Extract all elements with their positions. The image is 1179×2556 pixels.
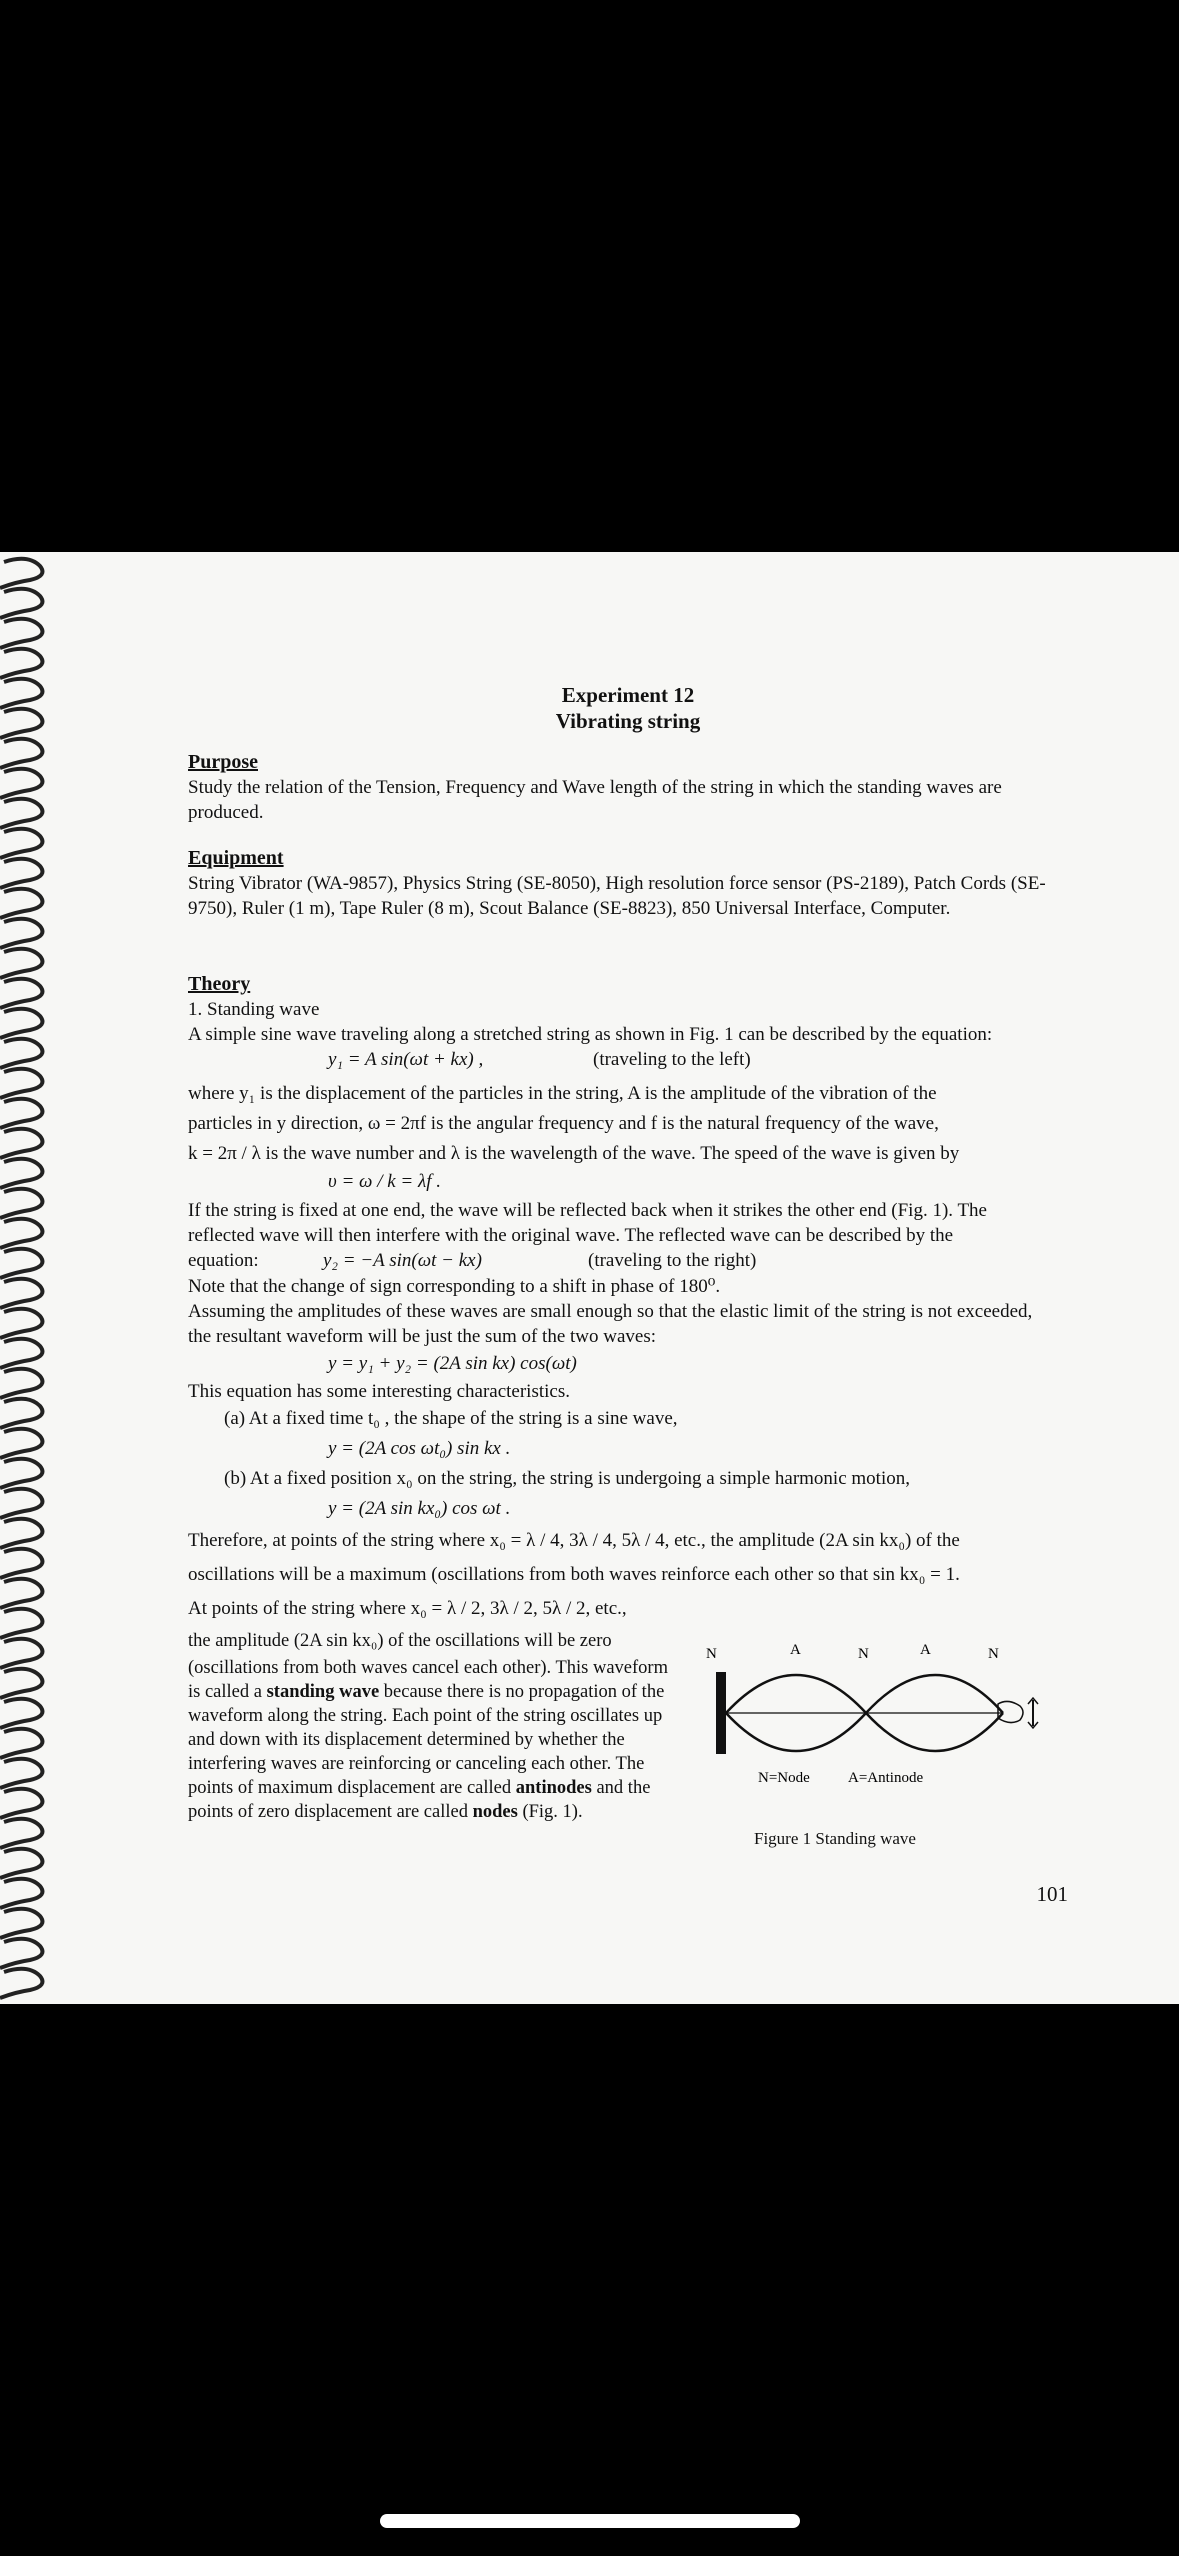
theory-paragraph-8e: and the points of zero displacement are called <box>188 1778 651 1822</box>
spiral-coil <box>0 1909 42 1938</box>
experiment-title <box>188 682 1068 734</box>
theory-paragraph-8c: (oscillations from both waves cancel each other). This waveform is called a <box>188 1658 668 1702</box>
equation-5: y = (2A cos ωt₀) sin kx . <box>328 1438 511 1459</box>
purpose-section <box>188 750 1058 825</box>
spiral-coil <box>0 1759 42 1788</box>
theory-paragraph-1: A simple sine wave traveling along a stretched string as shown in Fig. 1 can be described by the equation: <box>188 1024 993 1045</box>
spiral-coil <box>0 1819 42 1848</box>
figure-1 <box>698 1642 1058 1862</box>
home-indicator[interactable] <box>380 2514 800 2528</box>
standing-wave-paragraph <box>188 1626 668 1824</box>
spiral-coil <box>0 1369 42 1398</box>
spiral-coil <box>0 799 42 828</box>
spiral-coil <box>0 889 42 918</box>
antinodes-term: antinodes <box>515 1778 592 1798</box>
label-n-1: N <box>706 1646 717 1662</box>
spiral-coil <box>0 979 42 1008</box>
legend-node: N=Node <box>758 1770 810 1786</box>
item-a: (a) At a fixed time t₀ , the shape of the string is a sine wave, <box>224 1408 678 1429</box>
spiral-coil <box>0 1789 42 1818</box>
label-n-2: N <box>858 1646 869 1662</box>
figure-caption: Figure 1 Standing wave <box>754 1829 916 1848</box>
equation-3-row <box>188 1248 1058 1274</box>
nodes-term: nodes <box>472 1802 518 1822</box>
equation-3-note: (traveling to the right) <box>588 1250 757 1271</box>
theory-paragraph-7b: oscillations will be a maximum (oscillations from both waves reinforce each other so that sin kx₀ = 1. <box>188 1564 960 1585</box>
theory-paragraph-6: This equation has some interesting characteristics. <box>188 1381 570 1402</box>
theory-subheading: 1. Standing wave <box>188 999 320 1020</box>
spiral-coil <box>0 1189 42 1218</box>
spiral-coil <box>0 1009 42 1038</box>
spiral-coil <box>0 589 42 618</box>
spiral-coil <box>0 1549 42 1578</box>
legend-antinode: A=Antinode <box>848 1770 924 1786</box>
spiral-coil <box>0 1489 42 1518</box>
equation-6: y = (2A sin kx₀) cos ωt . <box>328 1498 511 1519</box>
equipment-section <box>188 846 1058 921</box>
equation-1: y₁ = A sin(ωt + kx) , <box>328 1049 484 1070</box>
spiral-coil <box>0 1699 42 1728</box>
title-line-1: Experiment 12 <box>561 683 695 707</box>
spiral-binding <box>0 552 70 2004</box>
fixed-wall <box>716 1672 726 1754</box>
equation-4: y = y₁ + y₂ = (2A sin kx) cos(ωt) <box>328 1353 577 1374</box>
spiral-coil <box>0 649 42 678</box>
spiral-coil <box>0 1069 42 1098</box>
standing-wave-term: standing wave <box>266 1682 380 1702</box>
spiral-coil <box>0 619 42 648</box>
theory-paragraph-5: Assuming the amplitudes of these waves are small enough so that the elastic limit of the string is not exceeded, the resultant waveform will be just the sum of the two waves: <box>188 1301 1033 1347</box>
spiral-coil <box>0 1429 42 1458</box>
spiral-coil <box>0 859 42 888</box>
title-line-2: Vibrating string <box>555 709 701 733</box>
equation-1-row <box>188 1047 1058 1075</box>
spiral-coil <box>0 1099 42 1128</box>
spiral-coil <box>0 1159 42 1188</box>
equipment-heading: Equipment <box>188 847 284 869</box>
equation-1-note: (traveling to the left) <box>593 1049 751 1070</box>
spiral-coil <box>0 1639 42 1668</box>
spiral-coil <box>0 919 42 948</box>
theory-paragraph-7a: Therefore, at points of the string where x₀ = λ / 4, 3λ / 4, 5λ / 4, etc., the amplitude (2A sin kx₀) of the <box>188 1530 960 1551</box>
spiral-coil <box>0 679 42 708</box>
theory-paragraph-8d: because there is no propagation of the waveform along the string. Each point of the string oscillates up and down with its displacement determined by whether the interfering waves are reinforcing or canceling each other. The points of maximum displacement are called <box>188 1682 665 1798</box>
spiral-coil <box>0 1519 42 1548</box>
spiral-coil <box>0 1279 42 1308</box>
spiral-coil <box>0 1849 42 1878</box>
spiral-coil <box>0 949 42 978</box>
equipment-text: String Vibrator (WA-9857), Physics String (SE-8050), High resolution force sensor (PS-2189), Patch Cords (SE-9750), Ruler (1 m), Tape Ruler (8 m), Scout Balance (SE-8823), 850 Universal Interface, Computer. <box>188 873 1046 919</box>
theory-heading: Theory <box>188 973 251 995</box>
vibrator-hand <box>998 1698 1038 1728</box>
theory-paragraph-8f: (Fig. 1). <box>522 1802 583 1822</box>
spiral-coil <box>0 1939 42 1968</box>
label-a-1: A <box>790 1642 801 1658</box>
theory-paragraph-2a: where y₁ is the displacement of the particles in the string, A is the amplitude of the vibration of the <box>188 1083 937 1104</box>
theory-paragraph-8a: At points of the string where x₀ = λ / 2, 3λ / 2, 5λ / 2, etc., <box>188 1598 627 1619</box>
standing-wave-diagram <box>698 1642 1058 1792</box>
spiral-coil <box>0 829 42 858</box>
theory-paragraph-2b: particles in y direction, ω = 2πf is the angular frequency and f is the natural frequency of the wave, <box>188 1113 939 1134</box>
spiral-coil <box>0 1609 42 1638</box>
equation-3: y₂ = −A sin(ωt − kx) <box>323 1250 482 1271</box>
spiral-coil <box>0 1669 42 1698</box>
spiral-coil <box>0 1579 42 1608</box>
spiral-coil <box>0 709 42 738</box>
document-page <box>0 552 1179 2004</box>
theory-paragraph-3: If the string is fixed at one end, the wave will be reflected back when it strikes the other end (Fig. 1). The reflected wave will then interfere with the original wave. The reflected wave can be described by the <box>188 1200 987 1246</box>
spiral-coil <box>0 769 42 798</box>
spiral-coil <box>0 1729 42 1758</box>
item-b: (b) At a fixed position x₀ on the string, the string is undergoing a simple harmonic motion, <box>224 1468 910 1489</box>
spiral-coil <box>0 559 42 588</box>
label-a-2: A <box>920 1642 931 1658</box>
page-number: 101 <box>1036 1882 1068 1906</box>
equation-3-label: equation: <box>188 1250 259 1271</box>
spiral-coil <box>0 739 42 768</box>
purpose-heading: Purpose <box>188 751 258 773</box>
spiral-coil <box>0 1309 42 1338</box>
theory-paragraph-2c: k = 2π / λ is the wave number and λ is the wavelength of the wave. The speed of the wave is given by <box>188 1143 960 1164</box>
purpose-text: Study the relation of the Tension, Frequency and Wave length of the string in which the standing waves are produced. <box>188 777 1002 823</box>
spiral-coil <box>0 1249 42 1278</box>
spiral-coil <box>0 1969 42 1998</box>
spiral-coil <box>0 1339 42 1368</box>
theory-paragraph-4: Note that the change of sign corresponding to a shift in phase of 180⁰. <box>188 1276 721 1297</box>
spiral-coil <box>0 1219 42 1248</box>
spiral-coil <box>0 1129 42 1158</box>
theory-paragraph-8b: the amplitude (2A sin kx₀) of the oscillations will be zero <box>188 1631 612 1651</box>
spiral-coil <box>0 1879 42 1908</box>
label-n-3: N <box>988 1646 999 1662</box>
spiral-coil <box>0 1459 42 1488</box>
spiral-coil <box>0 1039 42 1068</box>
spiral-coil <box>0 1399 42 1428</box>
equation-2: υ = ω / k = λf . <box>328 1171 441 1192</box>
